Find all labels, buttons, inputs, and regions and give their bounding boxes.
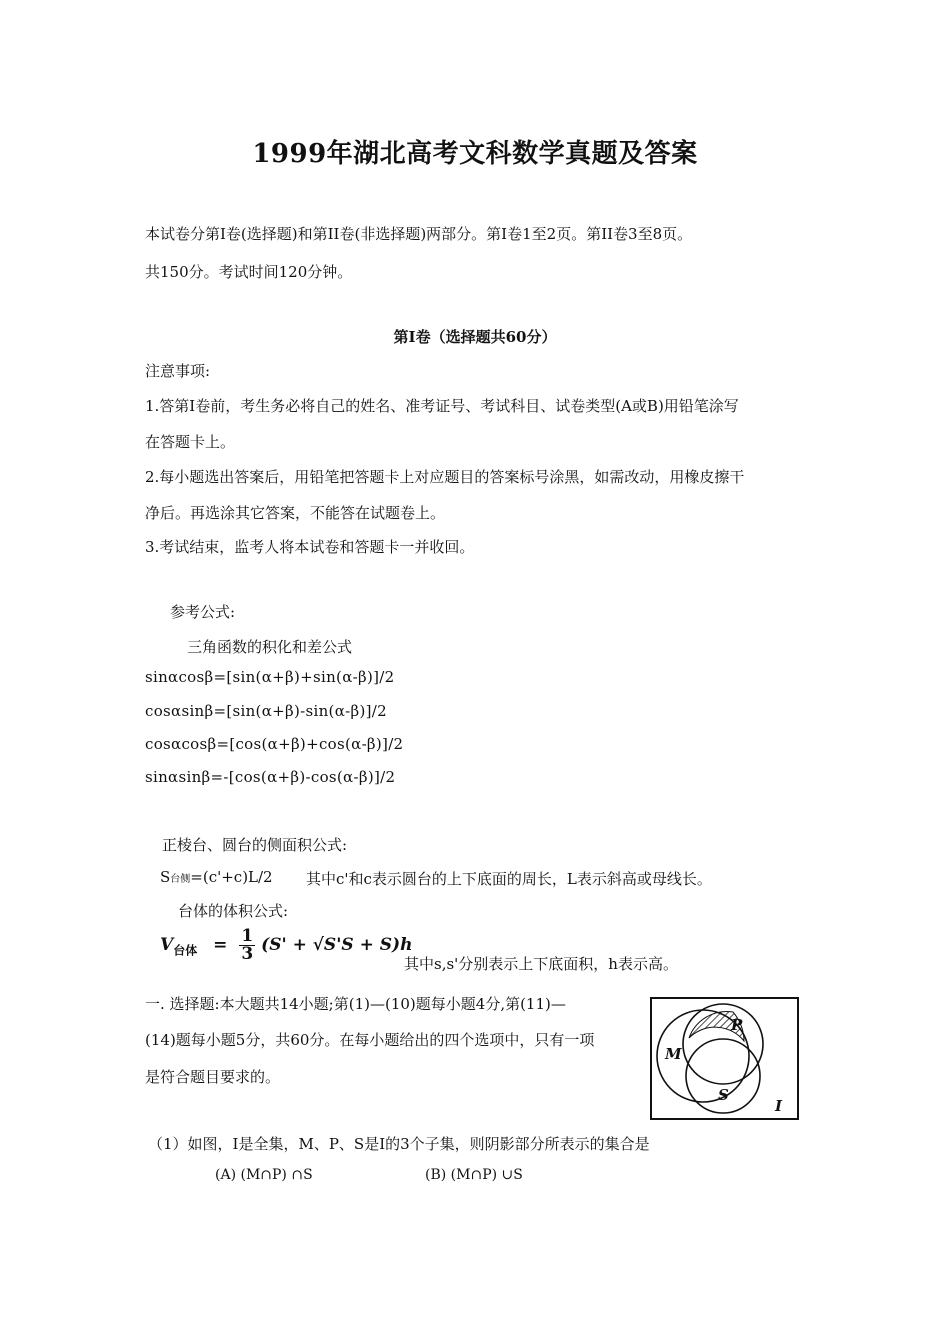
- notice-line: 净后。再选涂其它答案，不能答在试题卷上。: [145, 504, 446, 522]
- label-p: P: [731, 1016, 743, 1034]
- trig-heading: 三角函数的积化和差公式: [187, 638, 353, 656]
- notice-line: 在答题卡上。: [145, 433, 236, 451]
- lateral-description: 其中c'和c表示圆台的上下底面的周长，L表示斜高或母线长。: [306, 870, 712, 888]
- notice-line: 3.考试结束，监考人将本试卷和答题卡一并收回。: [145, 538, 475, 556]
- notice-line: 1.答第Ⅰ卷前，考生务必将自己的姓名、准考证号、考试科目、试卷类型(A或B)用铅笔涂写: [145, 397, 739, 415]
- intro-line-1: 本试卷分第Ⅰ卷(选择题)和第II卷(非选择题)两部分。第Ⅰ卷1至2页。第II卷3至8页。: [145, 225, 693, 243]
- volume-sub: 台体: [173, 943, 198, 958]
- volume-description: 其中s,s'分别表示上下底面积，h表示高。: [404, 955, 678, 973]
- question-1: （1）如图，I是全集，M、P、S是I的3个子集，则阴影部分所表示的集合是: [148, 1135, 650, 1153]
- reference-heading: 参考公式:: [170, 603, 236, 621]
- trig-formula: sinαsinβ=-[cos(α+β)-cos(α-β)]/2: [145, 768, 396, 786]
- lateral-eq: =(c'+c)L/2: [190, 868, 273, 886]
- volume-formula: [160, 928, 412, 963]
- notice-line: 2.每小题选出答案后，用铅笔把答题卡上对应题目的答案标号涂黑，如需改动，用橡皮擦干: [145, 468, 745, 486]
- notice-heading: 注意事项:: [145, 362, 211, 380]
- part1-line-2: (14)题每小题5分，共60分。在每小题给出的四个选项中，只有一项: [145, 1031, 595, 1049]
- lateral-s: S: [160, 868, 171, 886]
- lateral-formula: [160, 868, 273, 886]
- volume-eq: =: [213, 935, 228, 955]
- volume-numerator: 1: [241, 926, 254, 946]
- intro-line-2: 共150分。考试时间120分钟。: [145, 263, 353, 281]
- option-a: (A) (M∩P) ∩S: [215, 1167, 313, 1183]
- trig-formula: sinαcosβ=[sin(α+β)+sin(α-β)]/2: [145, 668, 395, 686]
- label-i: I: [775, 1097, 783, 1115]
- label-m: M: [665, 1045, 682, 1063]
- trig-formula: cosαsinβ=[sin(α+β)-sin(α-β)]/2: [145, 702, 387, 720]
- trig-formula: cosαcosβ=[cos(α+β)+cos(α-β)]/2: [145, 735, 404, 753]
- option-b: (B) (M∩P) ∪S: [425, 1167, 523, 1183]
- venn-diagram: [645, 996, 801, 1122]
- lateral-heading: 正棱台、圆台的侧面积公式:: [162, 836, 348, 854]
- lateral-sub: 台侧: [170, 874, 191, 885]
- volume-heading: 台体的体积公式:: [178, 902, 289, 920]
- part1-line-3: 是符合题目要求的。: [145, 1068, 281, 1086]
- section-title: 第Ⅰ卷（选择题共60分）: [393, 328, 557, 346]
- volume-body: (S' + √S'S + S)h: [261, 935, 413, 955]
- volume-v: V: [160, 935, 174, 955]
- volume-denominator: 3: [241, 944, 254, 964]
- page-title: 1999年湖北高考文科数学真题及答案: [252, 139, 698, 169]
- part1-line-1: 一. 选择题:本大题共14小题;第(1)—(10)题每小题4分,第(11)—: [145, 995, 566, 1013]
- label-s: S: [718, 1086, 729, 1104]
- volume-fraction: [239, 928, 255, 963]
